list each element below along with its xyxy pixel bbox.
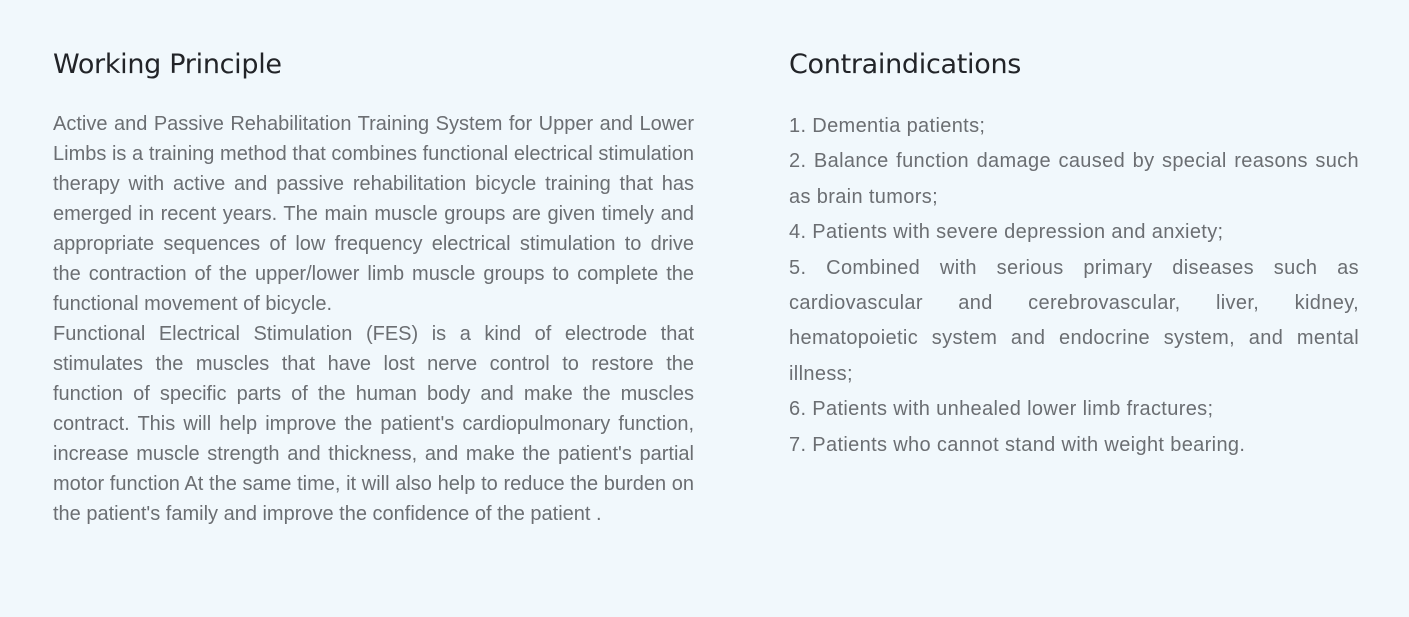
contraindications-body: [789, 109, 1359, 463]
contraindications-list: [789, 109, 1359, 463]
contraindication-item: 6. Patients with unhealed lower limb fractures;: [789, 398, 1214, 421]
contraindication-item: 1. Dementia patients;: [789, 115, 986, 137]
contraindication-item: 4. Patients with severe depression and anxiety;: [789, 221, 1224, 244]
contraindication-item: 5. Combined with serious primary diseases such as cardiovascular and cerebrovascular, liver, kidney, hematopoietic system and endocrine system, and mental illness;: [789, 256, 1359, 385]
contraindication-item: 7. Patients who cannot stand with weight bearing.: [789, 433, 1246, 456]
working-principle-paragraph: Active and Passive Rehabilitation Training System for Upper and Lower Limbs is a training method that combines functional electrical stimulation therapy with active and passive rehabilitation bicycle training that has emerged in recent years. The main muscle groups are given timely and appropriate sequences of low frequency electrical stimulation to drive the contraction of the upper/lower limb muscle groups to complete the functional movement of bicycle.: [53, 113, 694, 315]
contraindication-item: 2. Balance function damage caused by special reasons such as brain tumors;: [789, 150, 1359, 208]
working-principle-title: Working Principle: [53, 49, 282, 80]
working-principle-body: [53, 109, 694, 529]
contraindications-title: Contraindications: [789, 49, 1022, 80]
working-principle-paragraph: Functional Electrical Stimulation (FES) is a kind of electrode that stimulates the muscles that have lost nerve control to restore the function of specific parts of the human body and make the muscles contract. This will help improve the patient's cardiopulmonary function, increase muscle strength and thickness, and make the patient's partial motor function At the same time, it will also help to reduce the burden on the patient's family and improve the confidence of the patient .: [53, 323, 694, 525]
